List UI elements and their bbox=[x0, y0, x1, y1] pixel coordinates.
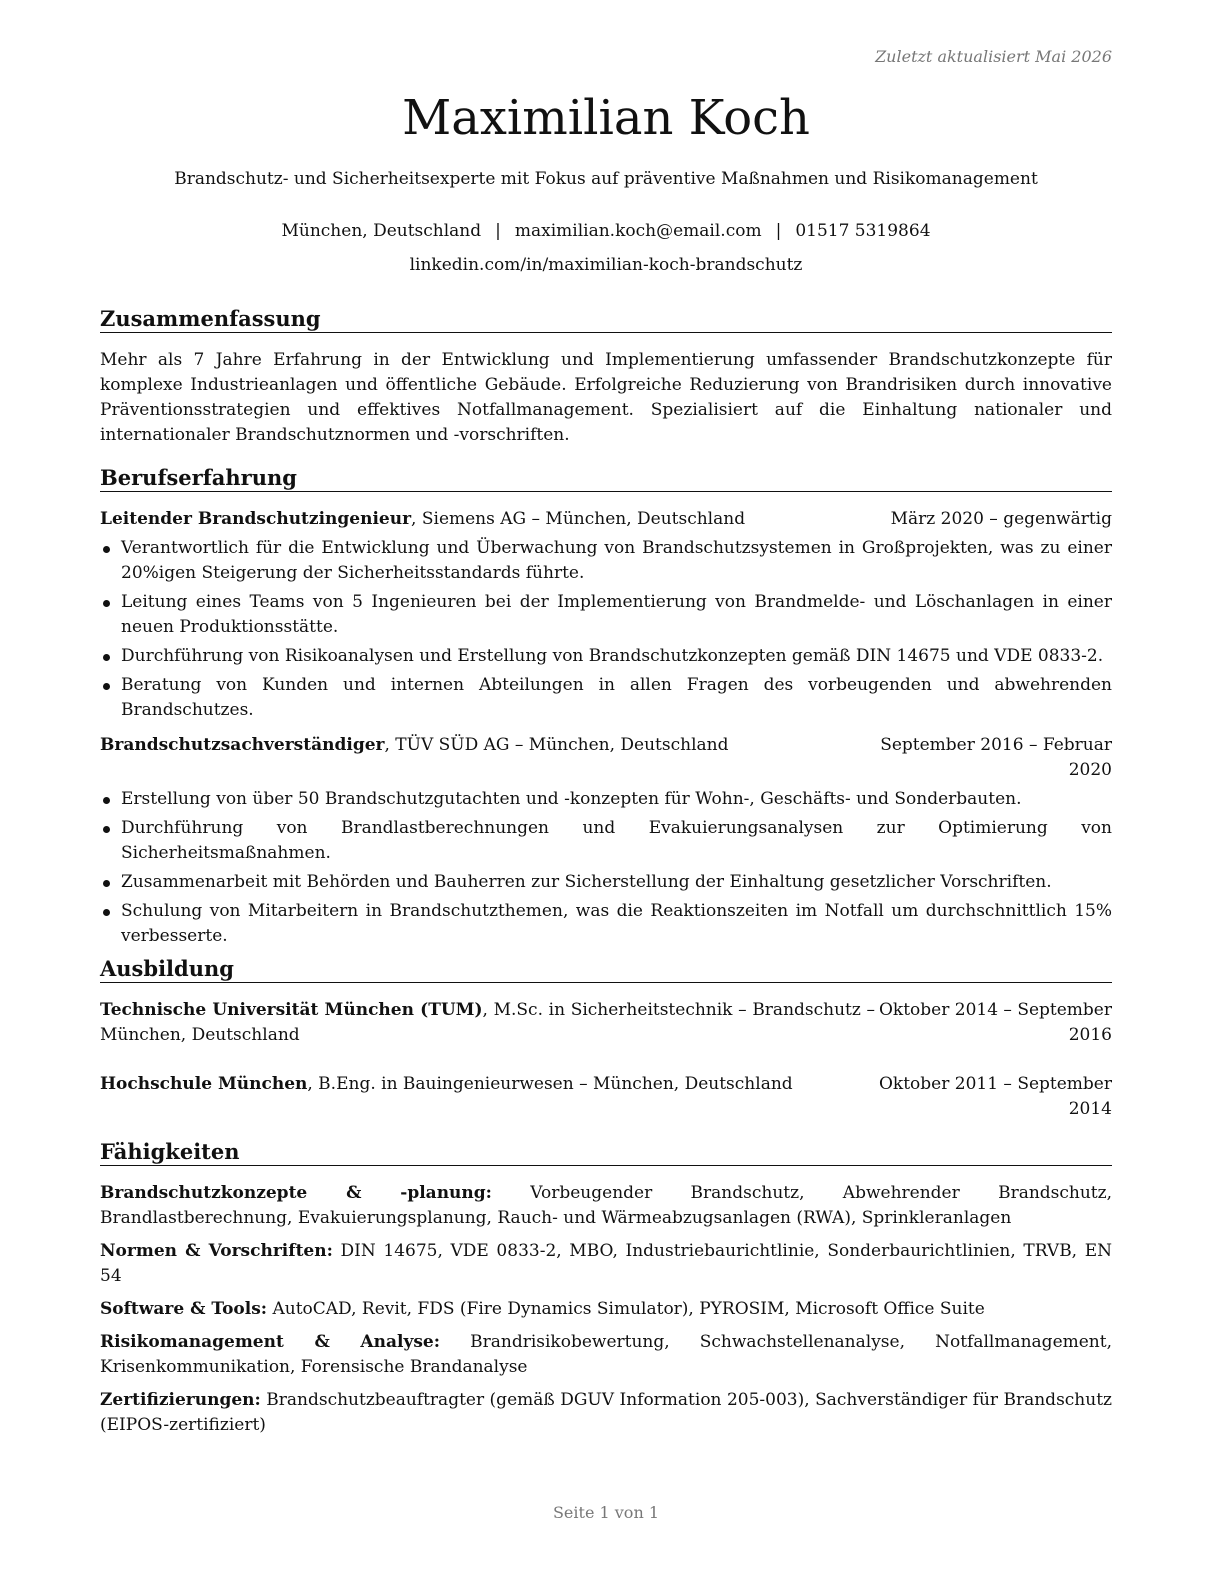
job-header bbox=[100, 733, 1112, 780]
job-dates: September 2016 – Februar 2020 bbox=[880, 735, 1112, 780]
job-role: Leitender Brandschutzingenieur bbox=[100, 509, 412, 529]
job-bullets bbox=[100, 536, 1112, 723]
candidate-name: Maximilian Koch bbox=[402, 90, 810, 146]
skill-row bbox=[100, 1181, 1112, 1231]
job-header bbox=[100, 507, 1112, 532]
job-org: , TÜV SÜD AG – München, Deutschland bbox=[384, 735, 729, 755]
education-entry bbox=[100, 1072, 1112, 1119]
education-dates: Oktober 2011 – September 2014 bbox=[878, 1074, 1112, 1119]
job-entry bbox=[100, 733, 1112, 949]
education-header bbox=[100, 998, 1112, 1048]
education-header bbox=[100, 1072, 1112, 1119]
skill-text: DIN 14675, VDE 0833-2, MBO, Industriebaurichtlinie, Sonderbaurichtlinien, TRVB, EN 54 bbox=[100, 1241, 1113, 1286]
school-name: Hochschule München bbox=[100, 1074, 308, 1094]
section-title-summary: Zusammenfassung bbox=[100, 306, 1112, 333]
degree-detail: , M.Sc. in Sicherheitstechnik – Brandschutz – München, Deutschland bbox=[100, 1000, 875, 1045]
skill-row bbox=[100, 1330, 1112, 1380]
list-item: Erstellung von über 50 Brandschutzgutachten und -konzepten für Wohn-, Geschäfts- und Sonderbauten. bbox=[100, 787, 1112, 812]
job-role: Brandschutzsachverständiger bbox=[100, 735, 385, 755]
contact-line bbox=[100, 219, 1112, 244]
list-item: Zusammenarbeit mit Behörden und Bauherren zur Sicherstellung der Einhaltung gesetzlicher Vorschriften. bbox=[100, 870, 1112, 895]
list-item: Durchführung von Risikoanalysen und Erstellung von Brandschutzkonzepten gemäß DIN 14675 und VDE 0833-2. bbox=[100, 644, 1112, 669]
last-updated: Zuletzt aktualisiert Mai 2026 bbox=[875, 47, 1112, 66]
page-number: Seite 1 von 1 bbox=[552, 1503, 660, 1522]
skill-label: Zertifizierungen: bbox=[100, 1390, 261, 1410]
skill-text: Vorbeugender Brandschutz, Abwehrender Brandschutz, Brandlastberechnung, Evakuierungsplanung, Rauch- und Wärmeabzugsanlagen (RWA), Sprinkleranlagen bbox=[100, 1183, 1112, 1228]
job-bullets bbox=[100, 787, 1112, 949]
list-item: Durchführung von Brandlastberechnungen und Evakuierungsanalysen zur Optimierung von Sicherheitsmaßnahmen. bbox=[100, 816, 1112, 866]
degree-detail: , B.Eng. in Bauingenieurwesen – München, Deutschland bbox=[307, 1074, 793, 1094]
email-link[interactable]: maximilian.koch@email.com bbox=[514, 221, 762, 241]
education-dates: Oktober 2014 – September 2016 bbox=[878, 1000, 1112, 1045]
school-name: Technische Universität München (TUM) bbox=[100, 1000, 483, 1020]
skill-label: Software & Tools: bbox=[100, 1299, 268, 1319]
skill-label: Normen & Vorschriften: bbox=[100, 1241, 333, 1261]
skill-text: Brandschutzbeauftragter (gemäß DGUV Information 205-003), Sachverständiger für Brandschutz (EIPOS-zertifiziert) bbox=[100, 1390, 1112, 1435]
location: München, Deutschland bbox=[281, 221, 482, 241]
headline: Brandschutz- und Sicherheitsexperte mit Fokus auf präventive Maßnahmen und Risikomanagement bbox=[174, 169, 1038, 189]
list-item: Verantwortlich für die Entwicklung und Überwachung von Brandschutzsystemen in Großprojekten, was zu einer 20%igen Steigerung der Sicherheitsstandards führte. bbox=[100, 536, 1112, 586]
education-entry bbox=[100, 998, 1112, 1048]
separator: | bbox=[775, 221, 782, 241]
section-title-experience: Berufserfahrung bbox=[100, 465, 1112, 492]
summary-text: Mehr als 7 Jahre Erfahrung in der Entwicklung und Implementierung umfassender Brandschutzkonzepte für komplexe Industrieanlagen und öffentliche Gebäude. Erfolgreiche Reduzierung von Brandrisiken durch innovative Präventionsstrategien und effektives Notfallmanagement. Spezialisiert auf die Einhaltung nationaler und internationaler Brandschutznormen und -vorschriften. bbox=[100, 350, 1112, 445]
skill-label: Risikomanagement & Analyse: bbox=[100, 1332, 440, 1352]
skill-text: AutoCAD, Revit, FDS (Fire Dynamics Simulator), PYROSIM, Microsoft Office Suite bbox=[267, 1299, 985, 1319]
resume-page bbox=[100, 0, 1112, 1584]
phone: 01517 5319864 bbox=[795, 221, 931, 241]
skills-list bbox=[100, 1181, 1112, 1446]
separator: | bbox=[495, 221, 501, 241]
skill-text: Brandrisikobewertung, Schwachstellenanalyse, Notfallmanagement, Krisenkommunikation, Forensische Brandanalyse bbox=[100, 1332, 1112, 1377]
skill-row bbox=[100, 1388, 1112, 1438]
job-dates: März 2020 – gegenwärtig bbox=[890, 509, 1112, 529]
job-entry bbox=[100, 507, 1112, 723]
skill-row bbox=[100, 1239, 1112, 1289]
skill-label: Brandschutzkonzepte & -planung: bbox=[100, 1183, 492, 1203]
job-org: , Siemens AG – München, Deutschland bbox=[411, 509, 746, 529]
linkedin-link[interactable]: linkedin.com/in/maximilian-koch-brandschutz bbox=[409, 255, 803, 275]
section-title-skills: Fähigkeiten bbox=[100, 1139, 1112, 1166]
list-item: Leitung eines Teams von 5 Ingenieuren bei der Implementierung von Brandmelde- und Löschanlagen in einer neuen Produktionsstätte. bbox=[100, 590, 1112, 640]
list-item: Schulung von Mitarbeitern in Brandschutzthemen, was die Reaktionszeiten im Notfall um durchschnittlich 15% verbesserte. bbox=[100, 899, 1112, 949]
list-item: Beratung von Kunden und internen Abteilungen in allen Fragen des vorbeugenden und abwehrenden Brandschutzes. bbox=[100, 673, 1112, 723]
skill-row bbox=[100, 1297, 1112, 1322]
section-title-education: Ausbildung bbox=[100, 956, 1112, 983]
